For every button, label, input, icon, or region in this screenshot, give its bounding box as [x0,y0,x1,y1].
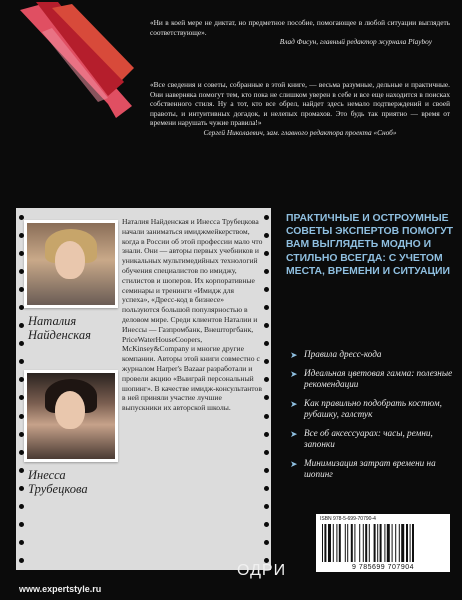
quote-1-text: «Ни в коей мере не диктат, но предметное пособие, помогающее в любой ситуации выглядеть соответствующе». [150,18,450,37]
website-link[interactable]: www.expertstyle.ru [19,584,102,594]
author-name-1: Наталия Найденская [28,314,91,342]
authors-bio: Наталия Найденская и Инесса Трубецкова начали заниматься имиджмейкерством, когда в России об этой профессии мало что знали. Они — авторы первых учебников и уникальных мультимедийных технологий обучения специалистов по имиджу, стилистов и шоперов. Их корпоративные семинары и тренинги «Имидж для успеха», «Дресс-код в бизнесе» пользуются большой популярностью в деловом мире. Среди клиентов Наталии и Инессы — Газпромбанк, Внешторгбанк, PriceWaterHouseCoopers, McKinsey&Company и многие другие компании. Авторы этой книги совместно с журналом Harper's Bazaar разработали и провели акцию «Выиграй персональный шопинг». В качестве имидж-консультантов в ней приняли участие лучшие выпускники их авторской школы. [122,217,263,413]
feature-item: ➤ Минимизация затрат времени на шопинг [290,458,436,479]
author-name-2: Инесса Трубецкова [28,468,88,496]
feature-item: ➤ Правила дресс-кода [290,349,382,360]
quote-1 [150,18,450,47]
arrow-right-icon: ➤ [290,369,298,379]
arrow-right-icon: ➤ [290,459,298,469]
author-photo-1 [24,220,118,308]
quote-2 [150,80,450,138]
barcode-digits: 9 785699 707904 [352,564,414,571]
quote-1-author: Влад Фисун, главный редактор журнала Playboy [279,37,432,47]
feature-list [290,349,456,488]
quote-2-text: «Все сведения и советы, собранные в этой книге, — весьма разумные, дельные и практичные. Они наверняка помогут тем, кто пока не слишком уверен в себе и все еще находится в поисках собственного стиля. Ну а тот, кто все обрел, найдет здесь немало подтверждений и своей правоты, и интуитивных догадок, и нелепых промахов. Это будь так приятно — время от времени нарушать чужие правила!» [150,80,450,128]
barcode-bars [322,524,444,562]
arrow-right-icon: ➤ [290,399,298,409]
publisher-logo: ОДРИ [237,562,287,579]
quote-2-author: Сергей Николаевич, зам. главного редактора проекта «Сноб» [203,127,397,137]
author-photo-2 [24,370,118,462]
barcode [316,514,450,572]
arrow-right-icon: ➤ [290,350,298,360]
feature-item: ➤ Идеальная цветовая гамма: полезные рекомендации [290,368,453,389]
feature-item: ➤ Как правильно подобрать костюм, рубашку, галстук [290,398,442,419]
feature-item: ➤ Все об аксессуарах: часы, ремни, запонки [290,428,433,449]
arrow-right-icon: ➤ [290,429,298,439]
ties-illustration [12,2,138,120]
tagline: ПРАКТИЧНЫЕ И ОСТРОУМНЫЕ СОВЕТЫ ЭКСПЕРТОВ ПОМОГУТ ВАМ ВЫГЛЯДЕТЬ МОДНО И СТИЛЬНО ВСЕГДА: С УЧЕТОМ МЕСТА, ВРЕМЕНИ И СИТУАЦИИ [286,213,454,277]
isbn-label: ISBN 978-5-699-70790-4 [320,516,376,522]
